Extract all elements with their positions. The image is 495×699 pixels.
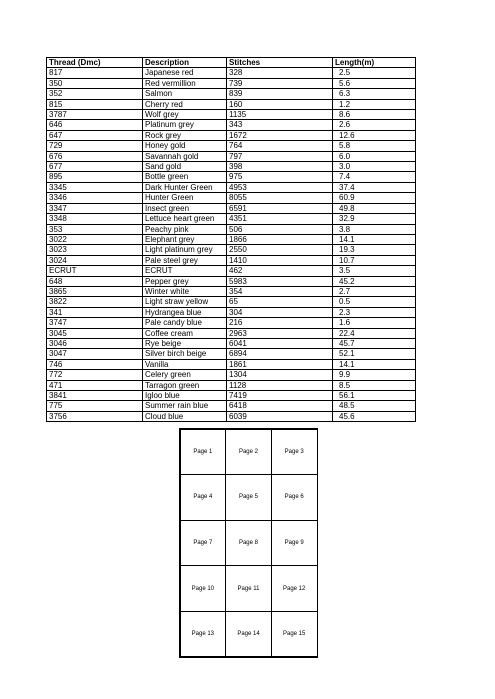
thread-cell: 350: [47, 78, 143, 88]
length-cell: 5.8: [333, 141, 416, 151]
table-row: [47, 214, 416, 224]
stitches-cell: 343: [227, 120, 333, 130]
description-cell: Winter white: [143, 286, 227, 296]
description-cell: Rock grey: [143, 130, 227, 140]
description-cell: Dark Hunter Green: [143, 182, 227, 192]
length-cell: 5.6: [333, 78, 416, 88]
table-row: [47, 411, 416, 421]
table-row: [47, 203, 416, 213]
length-cell: 14.1: [333, 359, 416, 369]
stitches-cell: 764: [227, 141, 333, 151]
thread-cell: 3047: [47, 349, 143, 359]
length-cell: 2.3: [333, 307, 416, 317]
length-cell: 45.7: [333, 338, 416, 348]
page-cell: Page 15: [271, 611, 318, 658]
length-cell: 2.5: [333, 68, 416, 78]
thread-cell: 353: [47, 224, 143, 234]
thread-cell: 646: [47, 120, 143, 130]
page-cell: Page 3: [271, 429, 318, 476]
thread-cell: 746: [47, 359, 143, 369]
stitches-cell: 7419: [227, 391, 333, 401]
description-cell: Honey gold: [143, 141, 227, 151]
stitches-cell: 5983: [227, 276, 333, 286]
description-cell: Cherry red: [143, 99, 227, 109]
header-thread: Thread (Dmc): [47, 58, 143, 68]
length-cell: 32.9: [333, 214, 416, 224]
stitches-cell: 1410: [227, 255, 333, 265]
thread-cell: 3822: [47, 297, 143, 307]
table-row: [47, 89, 416, 99]
stitches-cell: 462: [227, 266, 333, 276]
length-cell: 45.6: [333, 411, 416, 421]
length-cell: 56.1: [333, 391, 416, 401]
description-cell: Savannah gold: [143, 151, 227, 161]
table-row: [47, 318, 416, 328]
table-row: [47, 110, 416, 120]
description-cell: Red vermillion: [143, 78, 227, 88]
thread-cell: 3348: [47, 214, 143, 224]
thread-table-body: [47, 68, 416, 422]
page-cell: Page 11: [225, 565, 272, 612]
thread-cell: 3747: [47, 318, 143, 328]
stitches-cell: 975: [227, 172, 333, 182]
page-cell: Page 7: [180, 520, 227, 567]
thread-cell: 352: [47, 89, 143, 99]
thread-cell: 3045: [47, 328, 143, 338]
table-row: [47, 99, 416, 109]
length-cell: 9.9: [333, 370, 416, 380]
description-cell: Cloud blue: [143, 411, 227, 421]
description-cell: Pale steel grey: [143, 255, 227, 265]
stitches-cell: 6039: [227, 411, 333, 421]
table-row: [47, 255, 416, 265]
thread-cell: 471: [47, 380, 143, 390]
thread-cell: 3841: [47, 391, 143, 401]
thread-cell: 817: [47, 68, 143, 78]
length-cell: 3.5: [333, 266, 416, 276]
table-row: [47, 338, 416, 348]
length-cell: 52.1: [333, 349, 416, 359]
table-row: [47, 328, 416, 338]
length-cell: 37.4: [333, 182, 416, 192]
length-cell: 6.3: [333, 89, 416, 99]
table-row: [47, 224, 416, 234]
stitches-cell: 6041: [227, 338, 333, 348]
stitches-cell: 1672: [227, 130, 333, 140]
length-cell: 7.4: [333, 172, 416, 182]
description-cell: Sand gold: [143, 162, 227, 172]
description-cell: Coffee cream: [143, 328, 227, 338]
length-cell: 10.7: [333, 255, 416, 265]
thread-cell: 341: [47, 307, 143, 317]
thread-table-header: [47, 58, 416, 68]
length-cell: 8.6: [333, 110, 416, 120]
stitches-cell: 4953: [227, 182, 333, 192]
thread-cell: 648: [47, 276, 143, 286]
description-cell: Hunter Green: [143, 193, 227, 203]
length-cell: 2.7: [333, 286, 416, 296]
description-cell: Silver birch beige: [143, 349, 227, 359]
stitches-cell: 1861: [227, 359, 333, 369]
stitches-cell: 6418: [227, 401, 333, 411]
length-cell: 2.6: [333, 120, 416, 130]
length-cell: 8.5: [333, 380, 416, 390]
description-cell: Wolf grey: [143, 110, 227, 120]
stitches-cell: 8055: [227, 193, 333, 203]
thread-cell: 676: [47, 151, 143, 161]
table-row: [47, 307, 416, 317]
length-cell: 0.5: [333, 297, 416, 307]
page-cell: Page 9: [271, 520, 318, 567]
description-cell: Peachy pink: [143, 224, 227, 234]
description-cell: Hydrangea blue: [143, 307, 227, 317]
table-row: [47, 276, 416, 286]
length-cell: 6.0: [333, 151, 416, 161]
header-stitches: Stitches: [227, 58, 333, 68]
length-cell: 14.1: [333, 234, 416, 244]
length-cell: 1.2: [333, 99, 416, 109]
description-cell: Summer rain blue: [143, 401, 227, 411]
header-description: Description: [143, 58, 227, 68]
description-cell: Salmon: [143, 89, 227, 99]
description-cell: Insect green: [143, 203, 227, 213]
header-row: [47, 58, 416, 68]
description-cell: Japanese red: [143, 68, 227, 78]
page-layout-grid: [179, 428, 318, 658]
thread-cell: 3756: [47, 411, 143, 421]
table-row: [47, 380, 416, 390]
length-cell: 3.0: [333, 162, 416, 172]
thread-cell: ECRUT: [47, 266, 143, 276]
thread-cell: 895: [47, 172, 143, 182]
thread-cell: 3347: [47, 203, 143, 213]
table-row: [47, 370, 416, 380]
table-row: [47, 141, 416, 151]
thread-cell: 3345: [47, 182, 143, 192]
header-length: Length(m): [333, 58, 416, 68]
table-row: [47, 182, 416, 192]
description-cell: Light straw yellow: [143, 297, 227, 307]
stitches-cell: 506: [227, 224, 333, 234]
table-row: [47, 401, 416, 411]
thread-table: [46, 57, 416, 422]
description-cell: Igloo blue: [143, 391, 227, 401]
description-cell: Bottle green: [143, 172, 227, 182]
table-row: [47, 193, 416, 203]
length-cell: 1.6: [333, 318, 416, 328]
table-row: [47, 68, 416, 78]
page-cell: Page 10: [180, 565, 227, 612]
stitches-cell: 1866: [227, 234, 333, 244]
table-row: [47, 245, 416, 255]
table-row: [47, 162, 416, 172]
stitches-cell: 2550: [227, 245, 333, 255]
thread-cell: 3865: [47, 286, 143, 296]
stitches-cell: 6591: [227, 203, 333, 213]
stitches-cell: 739: [227, 78, 333, 88]
table-row: [47, 151, 416, 161]
page-cell: Page 12: [271, 565, 318, 612]
length-cell: 49.8: [333, 203, 416, 213]
thread-cell: 647: [47, 130, 143, 140]
thread-cell: 815: [47, 99, 143, 109]
description-cell: Elephant grey: [143, 234, 227, 244]
table-row: [47, 349, 416, 359]
stitches-cell: 839: [227, 89, 333, 99]
page-cell: Page 6: [271, 474, 318, 521]
description-cell: Light platinum grey: [143, 245, 227, 255]
description-cell: Pale candy blue: [143, 318, 227, 328]
length-cell: 12.6: [333, 130, 416, 140]
page-cell: Page 8: [225, 520, 272, 567]
thread-cell: 775: [47, 401, 143, 411]
table-row: [47, 286, 416, 296]
page-cell: Page 13: [180, 611, 227, 658]
thread-cell: 3024: [47, 255, 143, 265]
page-cell: Page 4: [180, 474, 227, 521]
table-row: [47, 234, 416, 244]
table-row: [47, 78, 416, 88]
description-cell: Platinum grey: [143, 120, 227, 130]
description-cell: ECRUT: [143, 266, 227, 276]
page-cell: Page 5: [225, 474, 272, 521]
stitches-cell: 6894: [227, 349, 333, 359]
table-row: [47, 359, 416, 369]
table-row: [47, 172, 416, 182]
length-cell: 45.2: [333, 276, 416, 286]
length-cell: 60.9: [333, 193, 416, 203]
thread-cell: 3346: [47, 193, 143, 203]
length-cell: 3.8: [333, 224, 416, 234]
table-row: [47, 120, 416, 130]
page-cell: Page 2: [225, 429, 272, 476]
stitches-cell: 216: [227, 318, 333, 328]
thread-cell: 3787: [47, 110, 143, 120]
stitches-cell: 1128: [227, 380, 333, 390]
thread-cell: 729: [47, 141, 143, 151]
page-cell: Page 14: [225, 611, 272, 658]
description-cell: Celery green: [143, 370, 227, 380]
thread-cell: 3046: [47, 338, 143, 348]
table-row: [47, 297, 416, 307]
description-cell: Tarragon green: [143, 380, 227, 390]
thread-cell: 3023: [47, 245, 143, 255]
length-cell: 48.5: [333, 401, 416, 411]
length-cell: 19.3: [333, 245, 416, 255]
stitches-cell: 328: [227, 68, 333, 78]
table-row: [47, 391, 416, 401]
thread-cell: 677: [47, 162, 143, 172]
length-cell: 22.4: [333, 328, 416, 338]
stitches-cell: 797: [227, 151, 333, 161]
description-cell: Lettuce heart green: [143, 214, 227, 224]
page-cell: Page 1: [180, 429, 227, 476]
stitches-cell: 160: [227, 99, 333, 109]
description-cell: Vanilla: [143, 359, 227, 369]
description-cell: Rye beige: [143, 338, 227, 348]
stitches-cell: 1135: [227, 110, 333, 120]
stitches-cell: 398: [227, 162, 333, 172]
stitches-cell: 354: [227, 286, 333, 296]
stitches-cell: 2963: [227, 328, 333, 338]
thread-cell: 3022: [47, 234, 143, 244]
table-row: [47, 266, 416, 276]
stitches-cell: 4351: [227, 214, 333, 224]
stitches-cell: 304: [227, 307, 333, 317]
description-cell: Pepper grey: [143, 276, 227, 286]
thread-cell: 772: [47, 370, 143, 380]
stitches-cell: 65: [227, 297, 333, 307]
stitches-cell: 1304: [227, 370, 333, 380]
table-row: [47, 130, 416, 140]
